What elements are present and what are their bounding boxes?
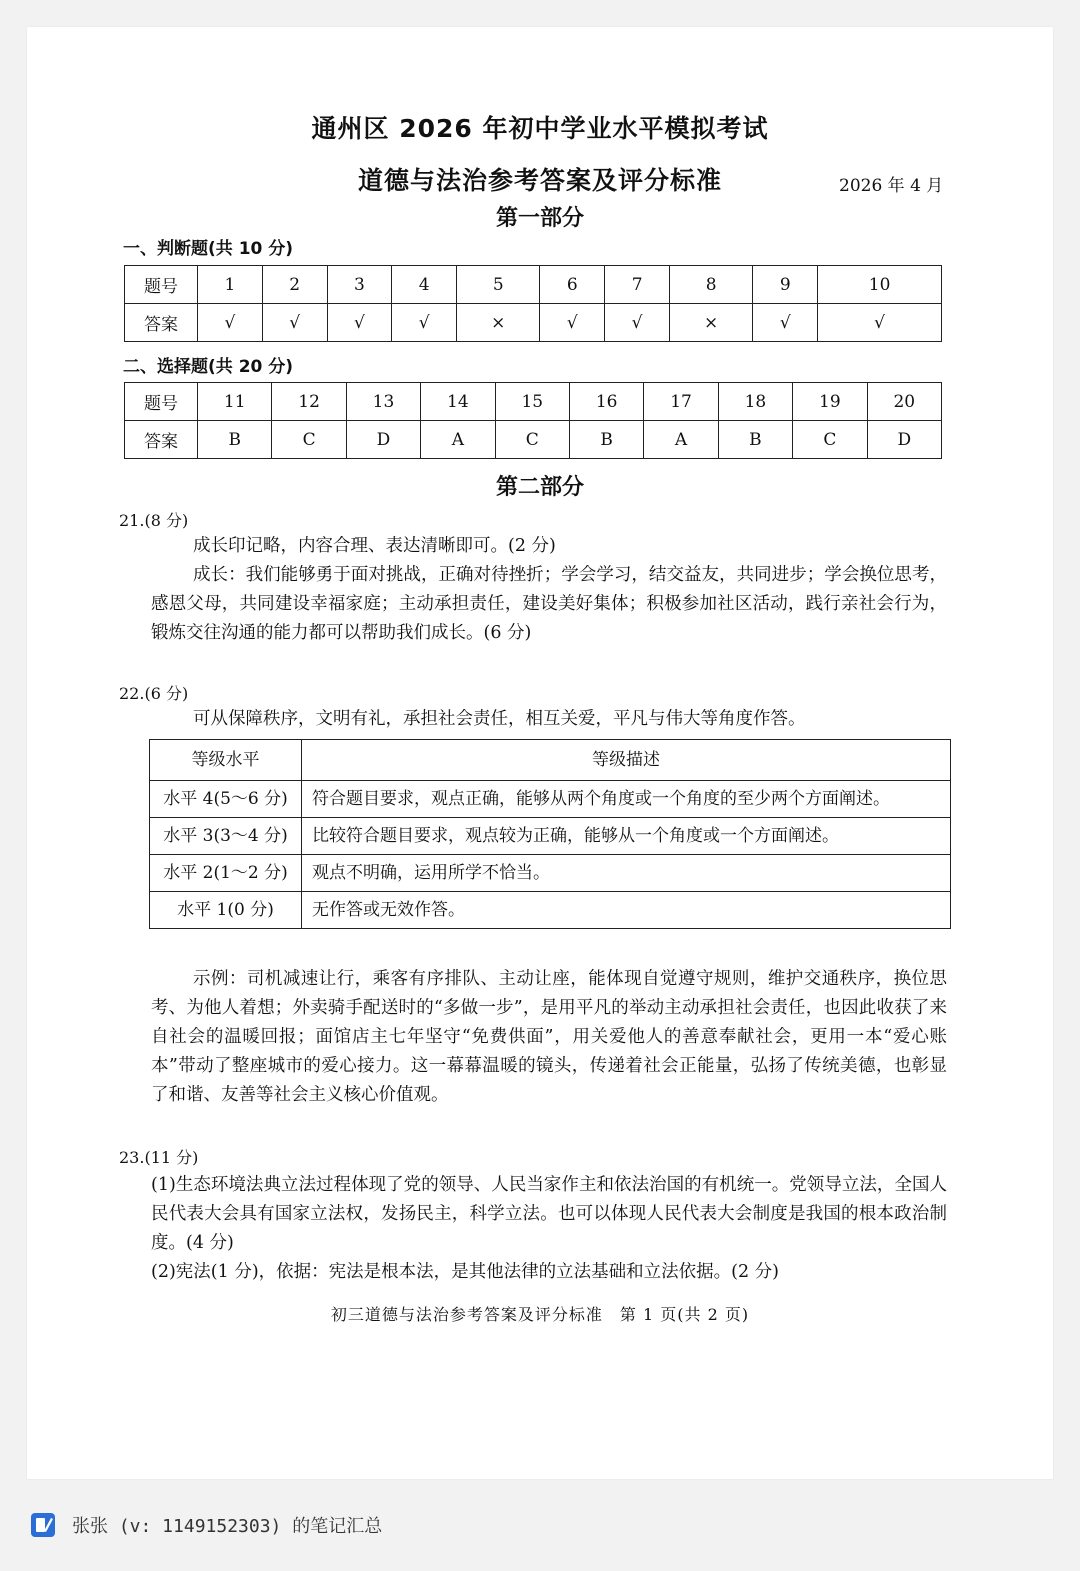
level-cell: 水平 2(1～2 分)	[150, 855, 302, 892]
part1-heading: 第一部分	[495, 206, 584, 231]
grading-level-table	[149, 739, 951, 929]
question-number: 4	[392, 266, 457, 304]
answer-cell: A	[421, 421, 495, 459]
description-cell: 无作答或无效作答。	[302, 892, 951, 929]
question-number: 17	[644, 383, 718, 421]
description-cell: 符合题目要求，观点正确，能够从两个角度或一个角度的至少两个方面阐述。	[302, 781, 951, 818]
question-number: 6	[540, 266, 605, 304]
answer-cell: B	[718, 421, 792, 459]
answer-cell: √	[540, 304, 605, 342]
question-number: 20	[867, 383, 941, 421]
answer-cell: B	[198, 421, 272, 459]
part2-heading: 第二部分	[495, 475, 584, 500]
level-cell: 水平 3(3～4 分)	[150, 818, 302, 855]
answer-cell: C	[793, 421, 867, 459]
document-page	[27, 27, 1053, 1479]
column-header: 等级描述	[302, 740, 951, 781]
description-cell: 观点不明确，运用所学不恰当。	[302, 855, 951, 892]
answer-cell: C	[272, 421, 346, 459]
level-cell: 水平 4(5～6 分)	[150, 781, 302, 818]
answer-cell: B	[569, 421, 643, 459]
answer-cell: √	[753, 304, 818, 342]
question-number: 19	[793, 383, 867, 421]
answer-cell: D	[867, 421, 941, 459]
answer-row	[125, 304, 942, 342]
question-number: 12	[272, 383, 346, 421]
level-cell: 水平 1(0 分)	[150, 892, 302, 929]
choice-section-title: 二、选择题(共 20 分)	[123, 357, 294, 377]
answer-cell: ×	[457, 304, 540, 342]
question-number: 10	[818, 266, 942, 304]
question-number: 15	[495, 383, 569, 421]
q22-label: 22.(6 分)	[119, 684, 189, 703]
question-number: 5	[457, 266, 540, 304]
answer-row	[125, 421, 942, 459]
question-number: 2	[262, 266, 327, 304]
watermark-text: 张张 (v: 1149152303) 的笔记汇总	[72, 1516, 383, 1537]
question-number: 9	[753, 266, 818, 304]
number-row	[125, 266, 942, 304]
question-number: 13	[346, 383, 420, 421]
question-number: 1	[198, 266, 263, 304]
table-header-row	[150, 740, 951, 781]
document-date: 2026 年 4 月	[839, 176, 944, 196]
answer-cell: √	[605, 304, 670, 342]
answer-cell: √	[262, 304, 327, 342]
row-label: 答案	[125, 304, 198, 342]
document-subtitle: 道德与法治参考答案及评分标准	[357, 166, 722, 195]
column-header: 等级水平	[150, 740, 302, 781]
description-cell: 比较符合题目要求，观点较为正确，能够从一个角度或一个方面阐述。	[302, 818, 951, 855]
question-number: 18	[718, 383, 792, 421]
question-number: 14	[421, 383, 495, 421]
q22-example: 示例：司机减速让行，乘客有序排队、主动让座，能体现自觉遵守规则，维护交通秩序，换位思考、为他人着想；外卖骑手配送时的“多做一步”，是用平凡的举动主动承担社会责任，也因此收获了来自社会的温暖回报；面馆店主七年坚守“免费供面”，用关爱他人的善意奉献社会，更用一本“爱心账本”带动了整座城市的爱心接力。这一幕幕温暖的镜头，传递着社会正能量，弘扬了传统美德，也彰显了和谐、友善等社会主义核心价值观。	[151, 969, 947, 1105]
page-footer: 初三道德与法治参考答案及评分标准 第 1 页(共 2 页)	[330, 1305, 750, 1324]
table-row	[150, 892, 951, 929]
table-row	[150, 855, 951, 892]
notes-app-icon	[30, 1512, 56, 1538]
row-label: 答案	[125, 421, 198, 459]
table-row	[150, 781, 951, 818]
answer-cell: ×	[669, 304, 752, 342]
q22-intro: 可从保障秩序，文明有礼，承担社会责任，相互关爱，平凡与伟大等角度作答。	[193, 709, 806, 729]
answer-cell: √	[327, 304, 392, 342]
row-label: 题号	[125, 266, 198, 304]
answer-cell: √	[392, 304, 457, 342]
judgment-answer-table	[124, 265, 942, 342]
question-number: 16	[569, 383, 643, 421]
question-number: 7	[605, 266, 670, 304]
judgment-section-title: 一、判断题(共 10 分)	[123, 239, 294, 259]
question-number: 11	[198, 383, 272, 421]
q23-answer-1: (1)生态环境法典立法过程体现了党的领导、人民当家作主和依法治国的有机统一。党领导立法，全国人民代表大会具有国家立法权，发扬民主，科学立法。也可以体现人民代表大会制度是我国的根本政治制度。(4 分)	[151, 1175, 947, 1253]
question-number: 8	[669, 266, 752, 304]
answer-cell: D	[346, 421, 420, 459]
q21-answer-1: 成长印记略，内容合理、表达清晰即可。(2 分)	[193, 536, 556, 556]
exam-title: 通州区 2026 年初中学业水平模拟考试	[311, 114, 769, 143]
q21-answer-2: 成长：我们能够勇于面对挑战，正确对待挫折；学会学习，结交益友，共同进步；学会换位思考，感恩父母，共同建设幸福家庭；主动承担责任，建设美好集体；积极参加社区活动，践行亲社会行为，锻炼交往沟通的能力都可以帮助我们成长。(6 分)	[151, 565, 947, 643]
row-label: 题号	[125, 383, 198, 421]
q23-label: 23.(11 分)	[119, 1148, 199, 1167]
number-row	[125, 383, 942, 421]
answer-cell: √	[198, 304, 263, 342]
table-row	[150, 818, 951, 855]
question-number: 3	[327, 266, 392, 304]
answer-cell: √	[818, 304, 942, 342]
q23-answer-2: (2)宪法(1 分)，依据：宪法是根本法，是其他法律的立法基础和立法依据。(2 分)	[151, 1262, 779, 1282]
choice-answer-table	[124, 382, 942, 459]
q21-label: 21.(8 分)	[119, 511, 189, 530]
watermark	[30, 1508, 382, 1542]
answer-cell: C	[495, 421, 569, 459]
answer-cell: A	[644, 421, 718, 459]
